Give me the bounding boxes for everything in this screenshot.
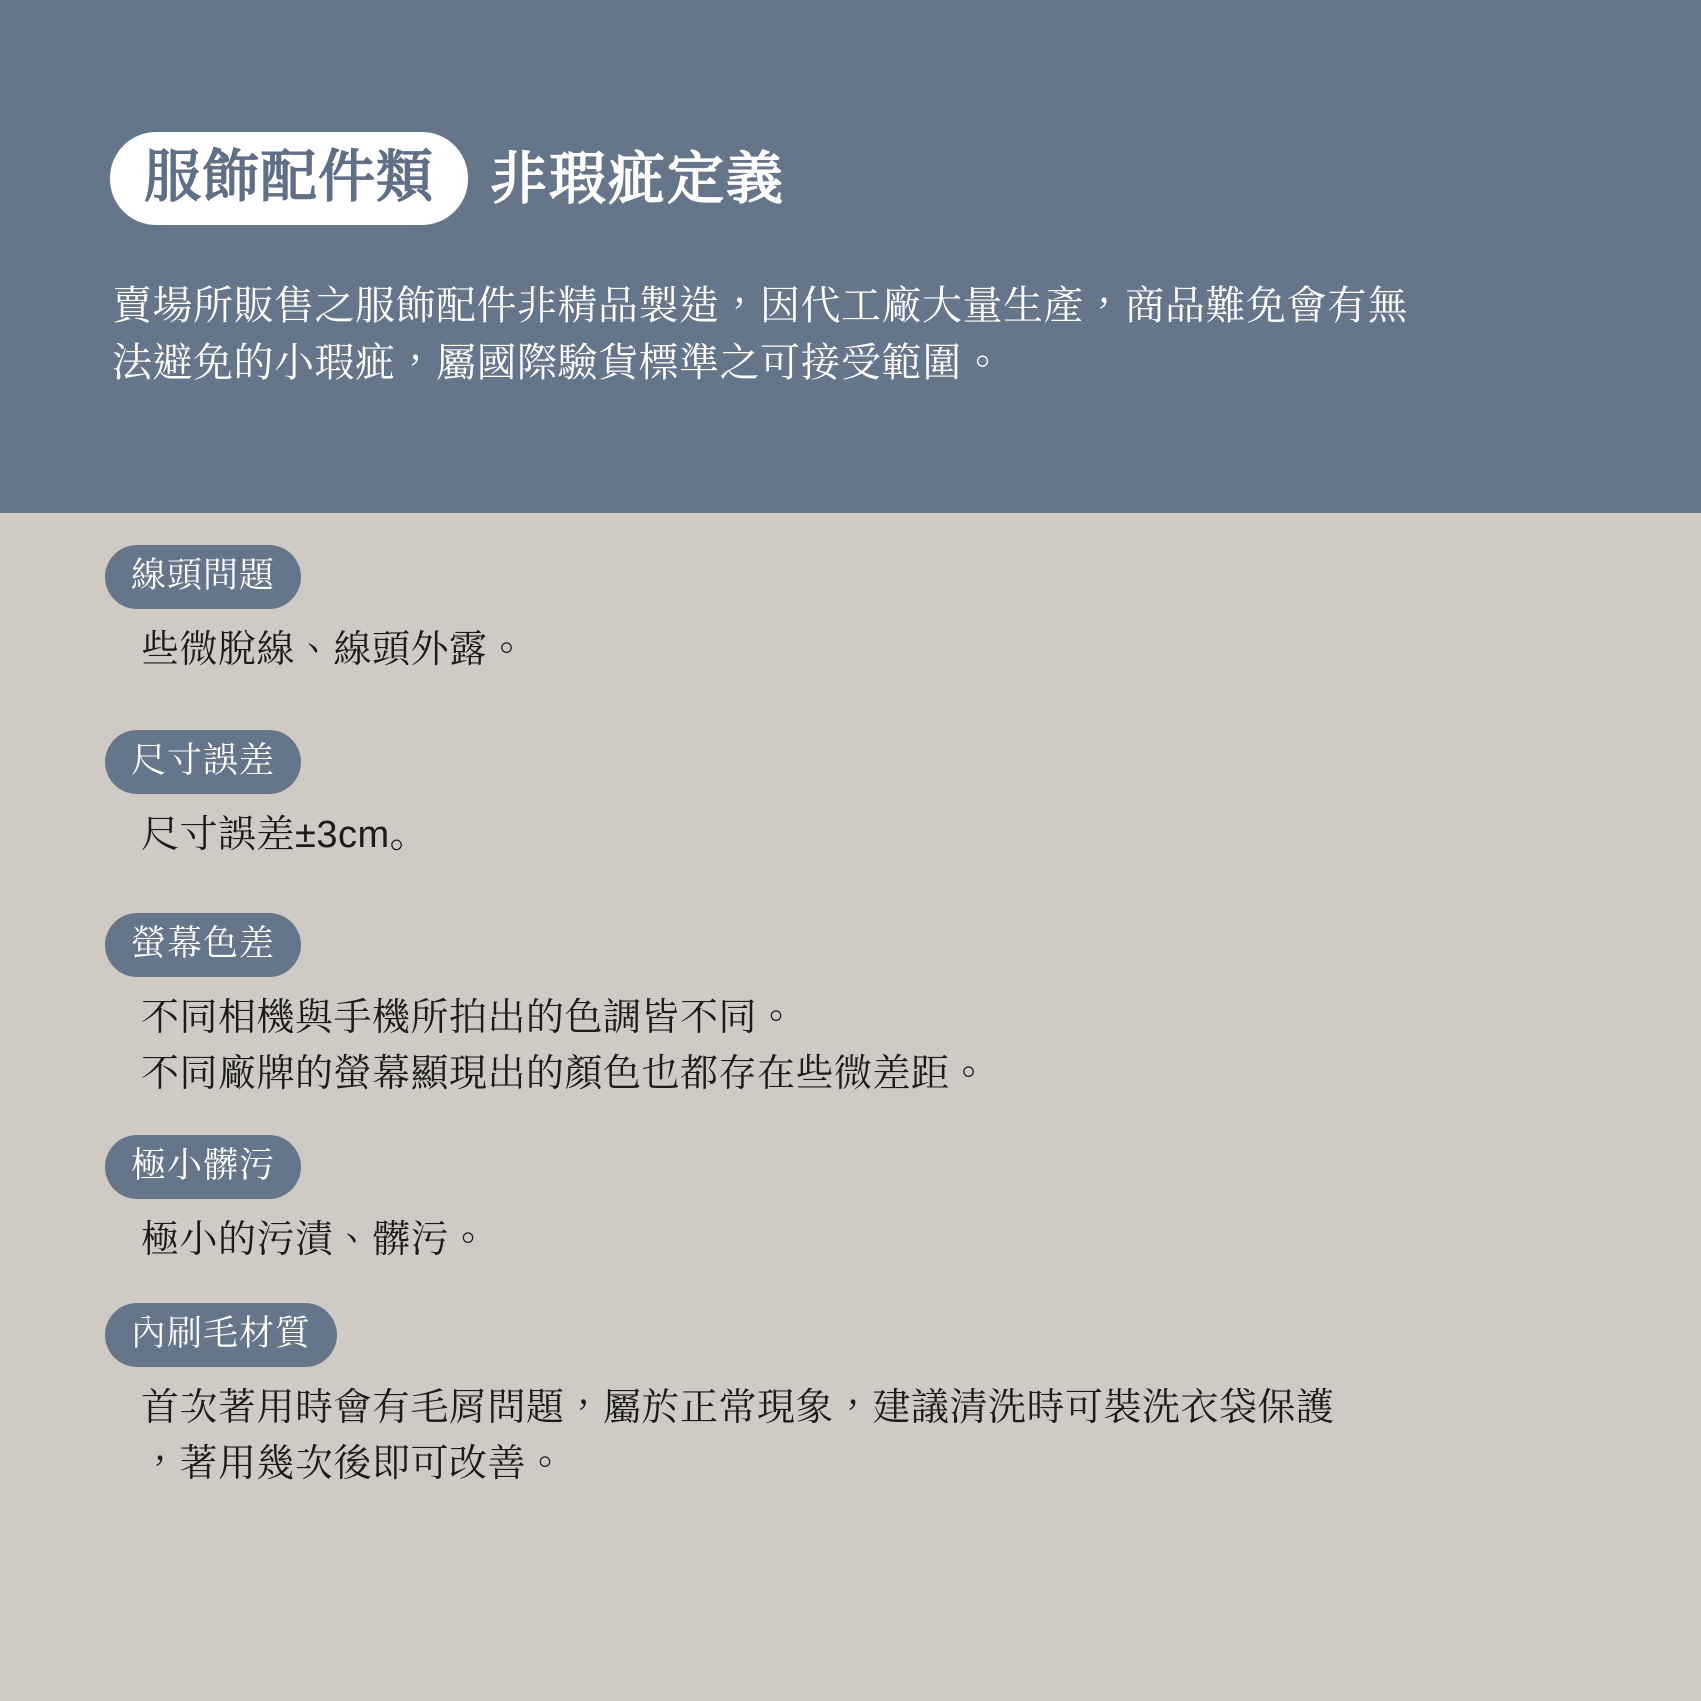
section-text-line: 不同相機與手機所拍出的色調皆不同。: [141, 997, 796, 1039]
header-description-line: 法避免的小瑕疵，屬國際驗貨標準之可接受範圍。: [112, 340, 1003, 385]
section-tag: 螢幕色差: [105, 913, 301, 977]
section-text-line: ，著用幾次後即可改善。: [141, 1443, 565, 1486]
section-text-line: 不同廠牌的螢幕顯現出的顏色也都存在些微差距。: [141, 1053, 989, 1096]
section-text: [141, 807, 1605, 863]
section-text-line: 些微脫線、線頭外露。: [141, 629, 527, 671]
page-title: 非瑕疵定義: [490, 145, 785, 212]
category-pill-label: 服飾配件類: [110, 132, 468, 225]
title-row: [110, 132, 785, 225]
section-fleece-material: [105, 1303, 1605, 1492]
section-thread: [105, 545, 1605, 678]
section-tag: 線頭問題: [105, 545, 301, 609]
section-text: [141, 1212, 1605, 1268]
header-banner: [0, 0, 1701, 513]
section-text-line: 極小的污漬、髒污。: [141, 1219, 488, 1261]
section-text: [141, 990, 1605, 1102]
section-screen-color: [105, 913, 1605, 1102]
section-tag: 極小髒污: [105, 1135, 301, 1199]
section-tag: 內刷毛材質: [105, 1303, 337, 1367]
header-description: [112, 278, 1572, 392]
content-body: [0, 513, 1701, 1701]
section-text: [141, 622, 1605, 678]
header-description-line: 賣場所販售之服飾配件非精品製造，因代工廠大量生產，商品難免會有無: [112, 284, 1408, 328]
section-text-line: 尺寸誤差±3cm。: [141, 814, 429, 856]
section-text-line: 首次著用時會有毛屑問題，屬於正常現象，建議清洗時可裝洗衣袋保護: [141, 1387, 1335, 1429]
section-tag: 尺寸誤差: [105, 730, 301, 794]
section-size-tolerance: [105, 730, 1605, 863]
section-text: [141, 1380, 1605, 1492]
section-minor-stain: [105, 1135, 1605, 1268]
